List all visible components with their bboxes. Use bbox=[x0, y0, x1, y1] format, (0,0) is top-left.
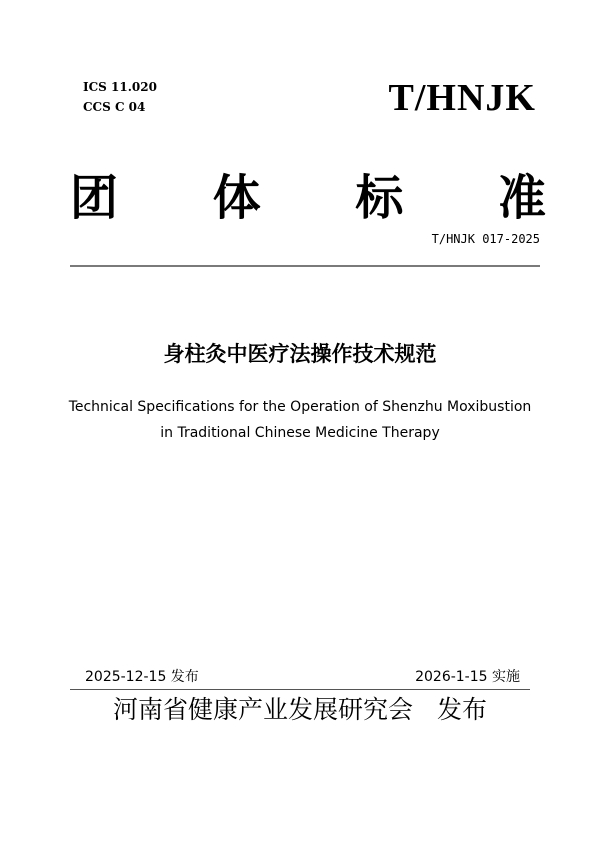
standard-type-char-3: 标 bbox=[355, 170, 404, 226]
issue-date: 2025-12-15 发布 bbox=[85, 669, 199, 685]
standard-type-heading bbox=[70, 168, 546, 228]
publish-action: 发布 bbox=[437, 695, 488, 724]
publisher-line bbox=[70, 694, 530, 726]
date-row bbox=[85, 668, 520, 686]
ics-code: ICS 11.020 bbox=[83, 80, 157, 94]
title-english-line-1: Technical Specifications for the Operation of Shenzhu Moxibustion bbox=[68, 399, 532, 415]
implement-date: 2026-1-15 实施 bbox=[415, 669, 520, 685]
standard-number: T/HNJK 017-2025 bbox=[431, 232, 540, 246]
top-divider bbox=[70, 265, 540, 267]
publisher-name: 河南省健康产业发展研究会 bbox=[112, 695, 413, 724]
title-chinese: 身柱灸中医疗法操作技术规范 bbox=[163, 342, 437, 366]
title-english-line-2: in Traditional Chinese Medicine Therapy bbox=[160, 425, 440, 441]
standard-type-char-2: 体 bbox=[212, 170, 261, 226]
organization-code: T/HNJK bbox=[388, 77, 536, 119]
standard-type-char-4: 准 bbox=[497, 170, 546, 226]
standard-type-char-1: 团 bbox=[70, 170, 119, 226]
bottom-divider bbox=[70, 689, 530, 690]
ccs-code: CCS C 04 bbox=[83, 100, 146, 114]
